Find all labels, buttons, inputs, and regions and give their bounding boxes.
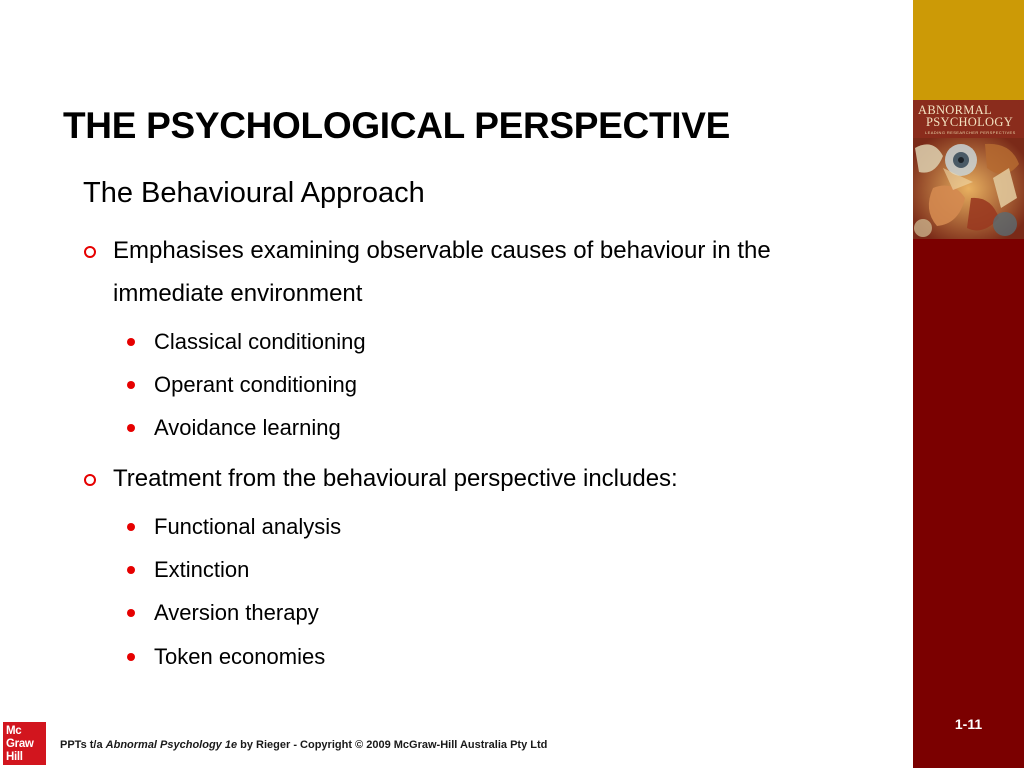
book-cover-tagline: LEADING RESEARCHER PERSPECTIVES [925, 130, 1016, 135]
sidebar [913, 0, 1024, 768]
bullet-point: Emphasises examining observable causes of behaviour in the immediate environment [113, 237, 771, 307]
logo-line2: Graw [6, 738, 34, 750]
footer-prefix: PPTs t/a [60, 739, 106, 751]
sub-bullet-point: Extinction [154, 557, 250, 582]
bullet-point: Treatment from the behavioural perspective includes: [113, 465, 678, 492]
slide-title: THE PSYCHOLOGICAL PERSPECTIVE [63, 105, 731, 146]
dot-bullet-icon [127, 609, 135, 617]
sub-bullet-point: Aversion therapy [154, 600, 319, 625]
book-cover-title-line2: PSYCHOLOGY [926, 114, 1014, 129]
sub-bullet-point: Functional analysis [154, 514, 342, 539]
sub-bullet-point: Operant conditioning [154, 372, 358, 397]
sidebar-gold-band [913, 0, 1024, 100]
hollow-bullet-icon [84, 246, 96, 258]
dot-bullet-icon [127, 653, 135, 661]
sub-bullet-point: Token economies [154, 644, 326, 669]
book-cover-title [918, 105, 1022, 128]
dot-bullet-icon [127, 566, 135, 574]
dot-bullet-icon [127, 523, 135, 531]
footer-suffix: by Rieger - Copyright © 2009 McGraw-Hill Australia Pty Ltd [237, 739, 548, 751]
dot-bullet-icon [127, 424, 135, 432]
dot-bullet-icon [127, 338, 135, 346]
hollow-bullet-icon [84, 474, 96, 486]
footer-book-title: Abnormal Psychology 1e [105, 739, 238, 751]
book-cover-art [913, 138, 1024, 239]
dot-bullet-icon [127, 381, 135, 389]
sub-bullet-point: Avoidance learning [154, 415, 341, 440]
logo-line3: Hill [6, 751, 23, 763]
slide-subtitle: The Behavioural Approach [83, 177, 425, 209]
logo-line1: Mc [6, 725, 22, 737]
book-cover-title-line1: ABNORMAL [918, 103, 992, 117]
book-cover-image [913, 100, 1024, 239]
footer-copyright [60, 739, 547, 751]
page-number: 1-11 [954, 716, 983, 732]
mcgraw-hill-logo [3, 722, 46, 765]
sub-bullet-point: Classical conditioning [154, 329, 366, 354]
